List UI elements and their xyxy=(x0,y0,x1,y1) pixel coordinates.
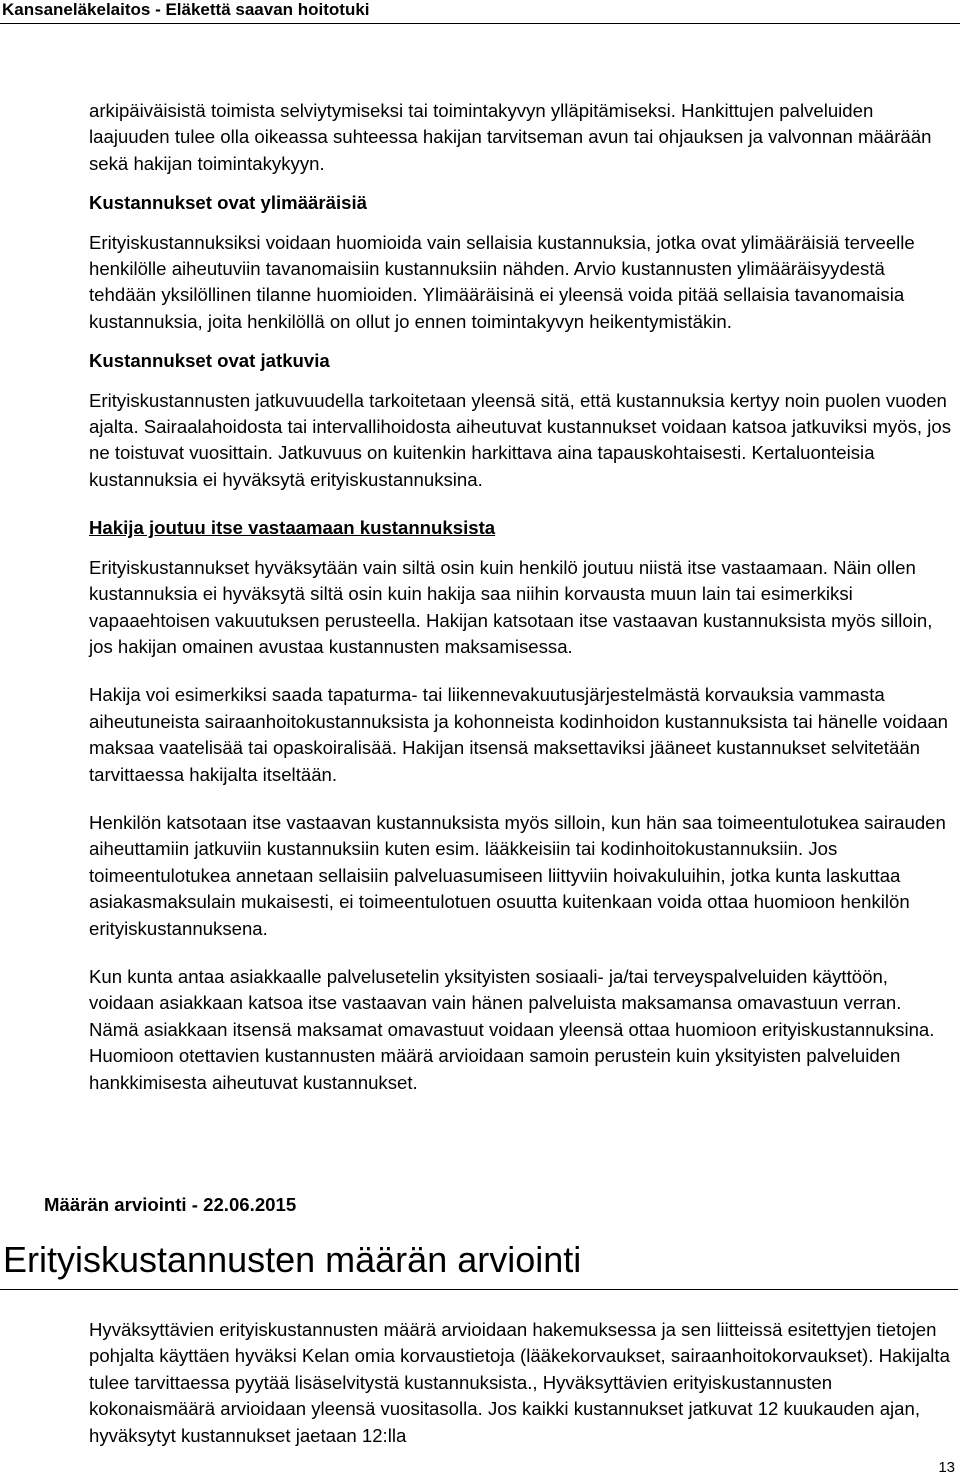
section-paragraph: Henkilön katsotaan itse vastaavan kustannuksista myös silloin, kun hän saa toimeentulotukea sairauden aiheuttamiin jatkuviin kustannuksiin kuten esim. lääkkeisiin tai kodinhoitokustannuksiin. Jos toimeentulotukea annetaan sellaisiin palveluasumiseen liittyviin hoivakuluihin, jotka kunta laskuttaa asiakasmaksulain mukaisesti, ei toimeentulotuen osuutta kuitenkaan voida ottaa huomioon henkilön erityiskustannuksena. xyxy=(89,811,946,939)
title-divider xyxy=(0,1289,958,1290)
section-heading-vastaamaan: Hakija joutuu itse vastaamaan kustannuksista xyxy=(89,517,496,539)
main-content xyxy=(89,98,955,1096)
page-header xyxy=(0,0,960,28)
section-paragraph: Erityiskustannuksiksi voidaan huomioida vain sellaisia kustannuksia, jotka ovat ylimääräisiä terveelle henkilölle aiheutuviin tavanomaisiin kustannuksiin nähden. Arvio kustannusten ylimääräisyydestä tehdään yksilöllinen tilanne huomioiden. Ylimääräisinä ei yleensä voida pitää sellaisia tavanomaisia kustannuksia, joita henkilöllä on ollut jo ennen toimintakyvyn heikentymistäkin. xyxy=(89,231,915,332)
final-paragraph: Hyväksyttävien erityiskustannusten määrä arvioidaan hakemuksessa ja sen liitteissä esitettyjen tietojen pohjalta käyttäen hyväksi Kelan omia korvaustietoja (lääkekorvaukset, sairaanhoitokorvaukset). Hakijalta tulee tarvittaessa pyytää lisäselvitystä kustannuksista., Hyväksyttävien erityiskustannusten kokonaismäärä arvioidaan yleensä vuositasolla. Jos kaikki kustannukset jatkuvat 12 kuukauden ajan, hyväksytyt kustannukset jaetaan 12:lla xyxy=(89,1319,950,1446)
section-heading-jatkuvia: Kustannukset ovat jatkuvia xyxy=(89,350,330,372)
page-title: Erityiskustannusten määrän arviointi xyxy=(3,1239,582,1280)
final-content xyxy=(89,1317,955,1449)
section-paragraph: Kun kunta antaa asiakkaalle palvelusetelin yksityisten sosiaali- ja/tai terveyspalveluiden käyttöön, voidaan asiakkaan katsoa itse vastaavan vain hänen palveluista maksamansa omavastuun verran. Nämä asiakkaan itsensä maksamat omavastuut voidaan yleensä ottaa huomioon erityiskustannuksina. Huomioon otettavien kustannusten määrä arvioidaan samoin perustein kuin yksityisten palveluiden hankkimisesta aiheutuvat kustannukset. xyxy=(89,965,935,1093)
document-title: Kansaneläkelaitos - Eläkettä saavan hoitotuki xyxy=(2,0,370,19)
section-paragraph: Erityiskustannusten jatkuvuudella tarkoitetaan yleensä sitä, että kustannuksia kertyy noin puolen vuoden ajalta. Sairaalahoidosta tai intervallihoidosta aiheutuvat kustannukset voidaan katsoa jatkuviksi myös, jos ne toistuvat vuosittain. Jatkuvuus on kuitenkin harkittava aina tapauskohtaisesti. Kertaluonteisia kustannuksia ei hyväksytä erityiskustannuksina. xyxy=(89,389,952,490)
section-paragraph: Hakija voi esimerkiksi saada tapaturma- tai liikennevakuutusjärjestelmästä korvauksia vammasta aiheutuneista sairaanhoitokustannuksista ja kohonneista kodinhoidon kustannuksista tai hänelle voidaan maksaa vaatelisää tai opaskoiralisää. Hakijan itsensä maksettaviksi jääneet kustannukset selvitetään tarvittaessa hakijalta itseltään. xyxy=(89,684,949,785)
page-number: 13 xyxy=(938,1459,955,1476)
section-paragraph: Erityiskustannukset hyväksytään vain siltä osin kuin henkilö joutuu niistä itse vastaamaan. Näin ollen kustannuksia ei hyväksytä siltä osin kuin hakija saa niihin korvausta muun lain tai esimerkiksi vapaaehtoisen vakuutuksen perusteella. Hakijan katsotaan itse vastaavan kustannuksista myös silloin, jos hakijan omainen avustaa kustannusten maksamisessa. xyxy=(89,556,933,657)
header-divider xyxy=(0,23,960,24)
section-heading-ylimaaraisia: Kustannukset ovat ylimääräisiä xyxy=(89,192,367,214)
section-date-heading: Määrän arviointi - 22.06.2015 xyxy=(44,1194,297,1215)
intro-paragraph: arkipäiväisistä toimista selviytymiseksi tai toimintakyvyn ylläpitämiseksi. Hankittujen palveluiden laajuuden tulee olla oikeassa suhteessa hakijan tarvitseman avun tai ohjauksen ja valvonnan määrään sekä hakijan toimintakykyyn. xyxy=(89,100,932,174)
